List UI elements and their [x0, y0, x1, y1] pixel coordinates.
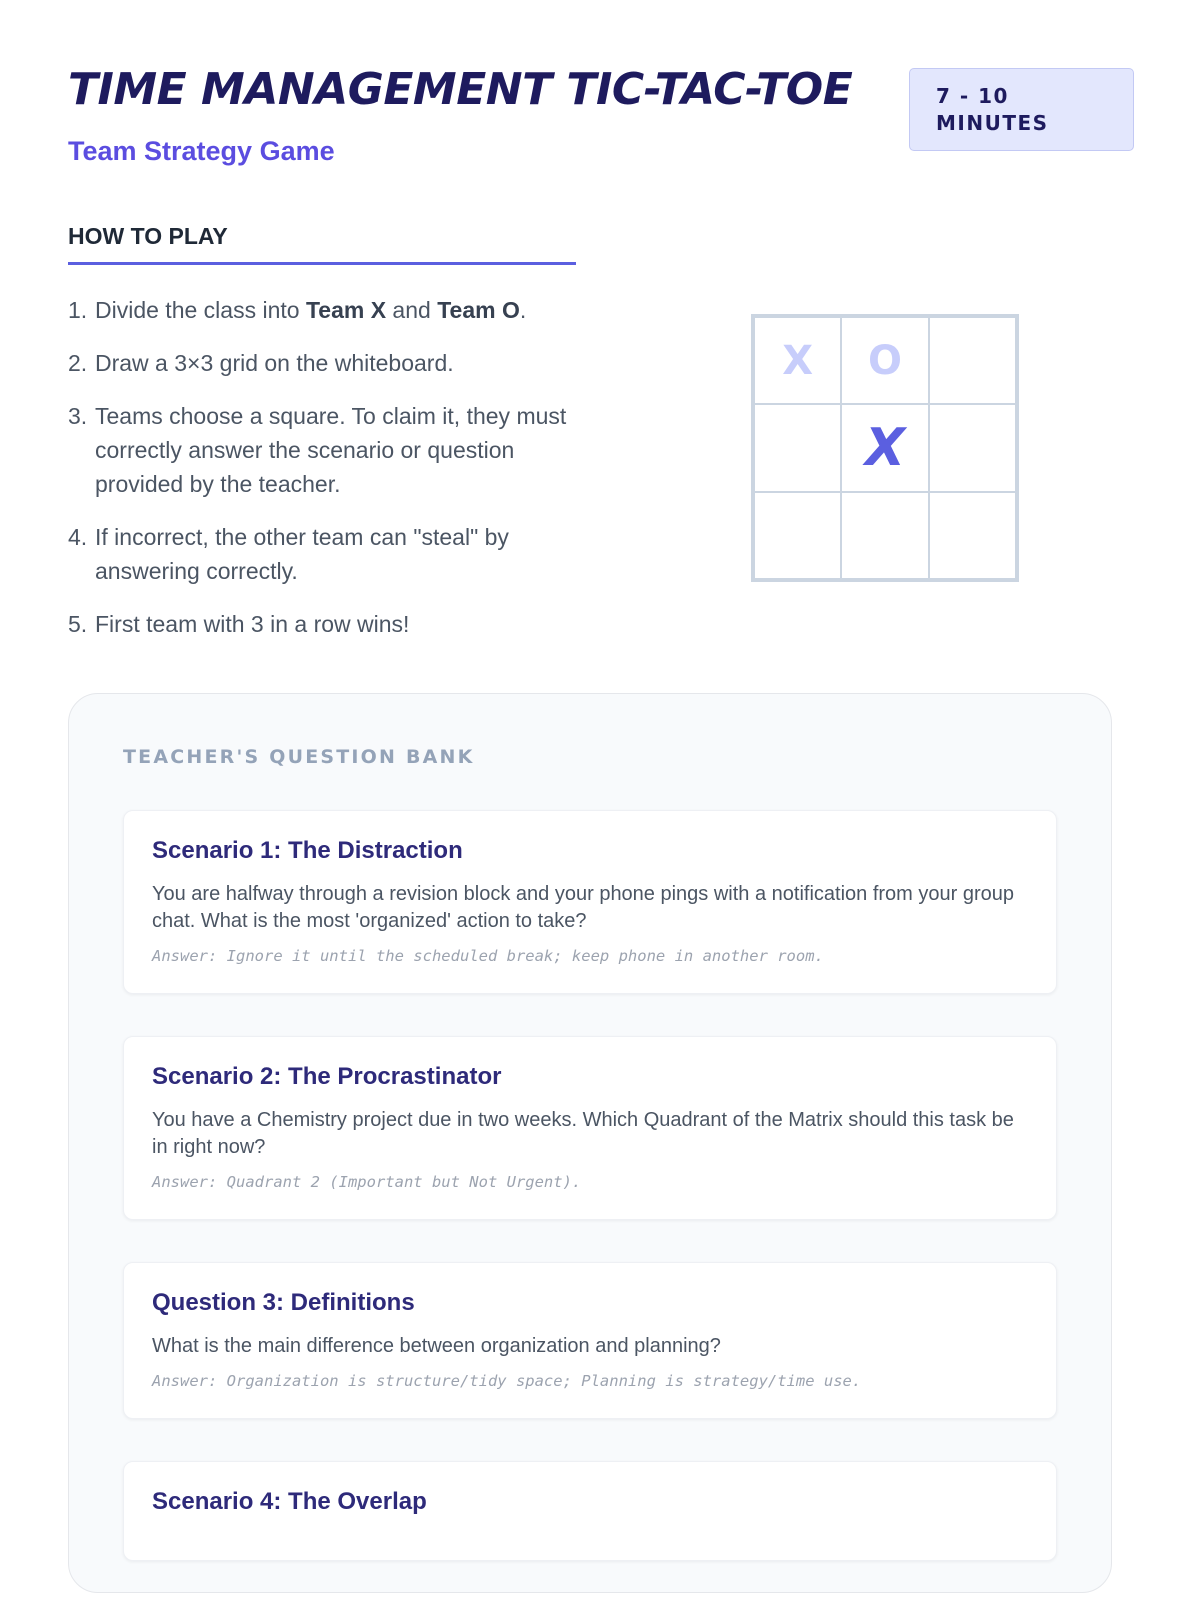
step-text: Divide the class into Team X and Team O. — [95, 297, 527, 323]
question-card — [123, 1036, 1057, 1220]
list-item — [68, 346, 588, 380]
duration-unit: MINUTES — [936, 111, 1049, 135]
step-text: Draw a 3×3 grid on the whiteboard. — [95, 350, 454, 376]
question-answer: Answer: Quadrant 2 (Important but Not Urgent). — [152, 1173, 582, 1191]
page-subtitle: Team Strategy Game — [68, 136, 335, 166]
step-number: 5. — [68, 611, 88, 637]
question-bank — [68, 693, 1112, 1593]
question-text: What is the main difference between organization and planning? — [152, 1335, 721, 1357]
duration-value: 7 - 10 — [936, 84, 1009, 108]
question-answer: Answer: Organization is structure/tidy space; Planning is strategy/time use. — [152, 1372, 862, 1390]
team-x-label: Team X — [305, 297, 387, 323]
team-o-label: Team O — [437, 297, 520, 323]
board-cell — [929, 492, 1016, 579]
question-card — [123, 810, 1057, 994]
step-text: First team with 3 in a row wins! — [95, 611, 410, 637]
list-item — [68, 399, 588, 501]
question-title: Scenario 1: The Distraction — [152, 837, 463, 864]
steps-list — [68, 293, 588, 641]
step-number: 3. — [68, 403, 88, 429]
question-title: Question 3: Definitions — [152, 1289, 415, 1316]
question-bank-heading: TEACHER'S QUESTION BANK — [123, 746, 475, 768]
board-cell: X — [754, 317, 841, 404]
list-item — [68, 607, 588, 641]
question-card — [123, 1461, 1057, 1561]
board-cell — [754, 404, 841, 491]
board-cell: O — [841, 317, 928, 404]
question-answer: Answer: Ignore it until the scheduled break; keep phone in another room. — [152, 947, 824, 965]
page-header — [68, 0, 1110, 167]
step-number: 1. — [68, 297, 88, 323]
step-text: If incorrect, the other team can "steal" by answering correctly. — [95, 524, 509, 584]
tic-tac-toe-board — [751, 314, 1019, 582]
step-text: Teams choose a square. To claim it, they must correctly answer the scenario or question provided by the teacher. — [95, 403, 567, 497]
page-title: TIME MANAGEMENT TIC-TAC-TOE — [68, 64, 853, 115]
board-cell — [929, 317, 1016, 404]
question-title: Scenario 4: The Overlap — [152, 1488, 427, 1515]
how-to-play-heading: HOW TO PLAY — [68, 223, 576, 265]
how-to-play-section — [68, 223, 1110, 663]
question-card — [123, 1262, 1057, 1419]
step-number: 2. — [68, 350, 88, 376]
question-text: You are halfway through a revision block and your phone pings with a notification from your group chat. What is the most 'organized' action to take? — [152, 883, 1015, 932]
board-cell — [929, 404, 1016, 491]
board-cell — [841, 492, 928, 579]
question-title: Scenario 2: The Procrastinator — [152, 1063, 502, 1090]
list-item — [68, 520, 588, 588]
board-cell — [754, 492, 841, 579]
board-cell: X — [841, 404, 928, 491]
duration-badge — [909, 68, 1134, 151]
list-item — [68, 293, 588, 327]
step-number: 4. — [68, 524, 88, 550]
question-text: You have a Chemistry project due in two weeks. Which Quadrant of the Matrix should this task be in right now? — [152, 1109, 1014, 1158]
